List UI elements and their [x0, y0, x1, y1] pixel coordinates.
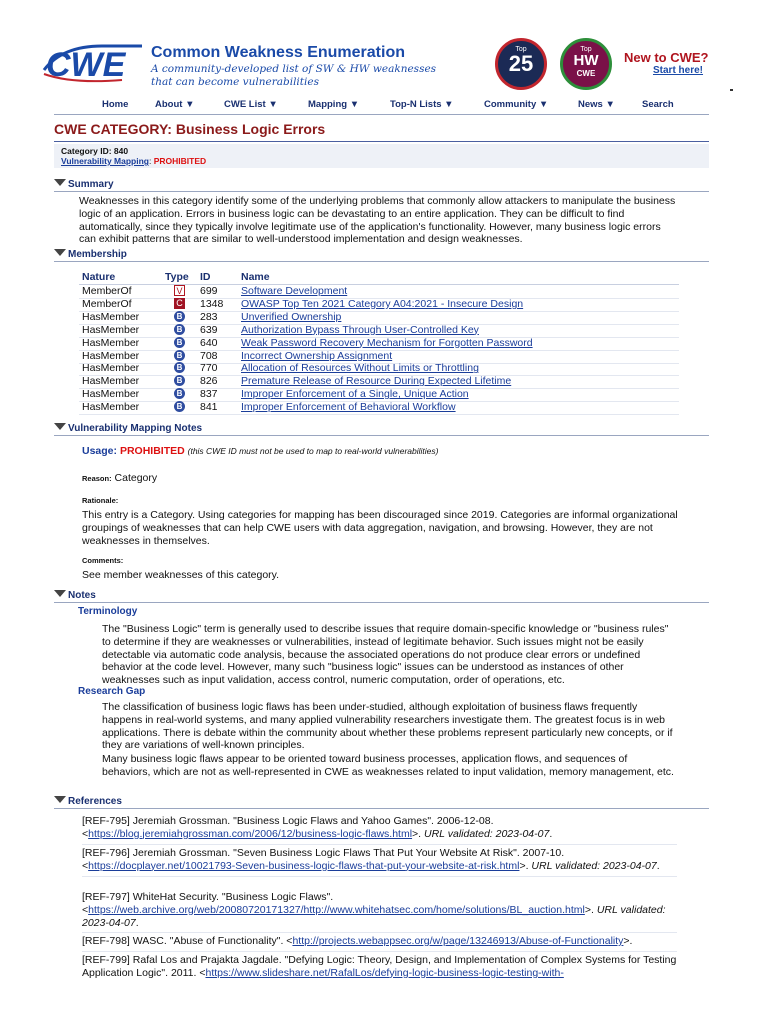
reference-item [82, 891, 677, 933]
vulnerability-mapping [61, 156, 206, 166]
row-nature: HasMember [82, 310, 140, 323]
row-nature: HasMember [82, 401, 140, 414]
top-hw-badge[interactable] [560, 38, 612, 90]
row-name-link[interactable]: Allocation of Resources Without Limits or Throttling [241, 362, 479, 375]
summary-heading: Summary [68, 179, 114, 190]
reference-link[interactable]: http://projects.webappsec.org/w/page/13246913/Abuse-of-Functionality [292, 935, 624, 947]
row-name-link[interactable]: Unverified Ownership [241, 310, 342, 323]
mapping-notes-heading: Vulnerability Mapping Notes [68, 423, 203, 434]
rationale-label: Rationale: [82, 496, 119, 505]
nav-divider [54, 114, 709, 115]
row-id: 826 [200, 375, 218, 388]
view-type-icon: V [174, 285, 185, 296]
col-nature: Nature [82, 271, 116, 283]
row-id: 708 [200, 349, 218, 362]
comments-text: See member weaknesses of this category. [82, 569, 280, 581]
hw-badge-sub: CWE [576, 69, 596, 78]
row-nature: MemberOf [82, 285, 132, 297]
reference-link[interactable]: https://web.archive.org/web/20080720171327/http://www.whitehatsec.com/home/solutions/BL_auction.html [88, 903, 585, 916]
row-name-link[interactable]: Improper Enforcement of a Single, Unique Action [241, 388, 469, 401]
reference-link[interactable]: https://blog.jeremiahgrossman.com/2006/12/business-logic-flaws.html [88, 827, 413, 840]
nav-search[interactable]: Search [642, 99, 674, 110]
col-type: Type [165, 271, 189, 283]
reason-value: Category [114, 472, 158, 484]
reference-text: . [656, 859, 660, 872]
reason-line [82, 472, 157, 484]
table-row [79, 285, 679, 299]
reference-text: [REF-799] Rafal Los and Prajakta Jagdale. "Defying Logic: Theory, Design, and Implementation of Complex Systems for Testing Application Logic". 2011. < [82, 954, 677, 979]
reference-item [82, 847, 677, 877]
nav-mapping[interactable]: Mapping ▼ [308, 99, 360, 110]
table-row [79, 401, 679, 415]
nav-news[interactable]: News ▼ [578, 99, 615, 110]
reference-text: [REF-795] Jeremiah Grossman. "Business Logic Flaws and Yahoo Games". 2006-12-08. < [82, 815, 494, 840]
reference-text: >. [623, 935, 633, 947]
nav-home[interactable]: Home [102, 99, 129, 110]
row-nature: HasMember [82, 323, 140, 336]
collapse-triangle-icon [54, 423, 66, 430]
usage-value: PROHIBITED [119, 445, 185, 457]
page-title: CWE CATEGORY: Business Logic Errors [54, 121, 326, 137]
main-nav [100, 98, 685, 112]
usage-line [82, 445, 438, 457]
research-gap-text-2: Many business logic flaws appear to be oriented toward business processes, application flows, and sequences of behaviors, which are not as well-represented in CWE as weaknesses related to input validation, memory management, etc. [102, 753, 674, 778]
vulnerability-mapping-link[interactable]: Vulnerability Mapping [61, 156, 149, 166]
base-type-icon: B [174, 324, 185, 335]
table-row [79, 298, 679, 312]
row-name-link[interactable]: Incorrect Ownership Assignment [241, 349, 393, 362]
row-name-link[interactable]: Improper Enforcement of Behavioral Workflow [241, 401, 456, 414]
new-to-cwe-label: New to CWE? [624, 50, 709, 65]
base-type-icon: B [174, 337, 185, 348]
summary-text: Weaknesses in this category identify some of the underlying problems that commonly allow attackers to manipulate the business logic of an application. Errors in business logic can be devastating to an entire application. They can be difficult to find automatically, since they typically involve legitimate use of the application's functionality. However, many business logic errors can exhibit patterns that are similar to well-understood implementation and design weaknesses. [79, 195, 676, 246]
reference-text: >. [519, 859, 532, 872]
summary-section-toggle[interactable] [54, 179, 709, 192]
nav-cwe-list[interactable]: CWE List ▼ [224, 99, 278, 110]
category-id: Category ID: 840 [61, 146, 129, 156]
membership-heading: Membership [68, 249, 127, 260]
base-type-icon: B [174, 401, 185, 412]
reference-item [82, 815, 677, 845]
row-nature: HasMember [82, 362, 140, 375]
hw-badge-small: Top [580, 46, 592, 53]
row-nature: HasMember [82, 336, 140, 349]
nav-top-n-lists[interactable]: Top-N Lists ▼ [390, 99, 454, 110]
reference-text: [REF-797] WhiteHat Security. "Business Logic Flaws". < [82, 891, 334, 916]
rationale-text: This entry is a Category. Using categories for mapping has been discouraged since 2019. Categories are informal organizational groupings of weaknesses that can help CWE users with data aggregation, navigation, and browsing. However, they are not weaknesses in themselves. [82, 509, 678, 547]
start-here-link[interactable]: Start here! [653, 65, 704, 76]
collapse-triangle-icon [54, 179, 66, 186]
vulnerability-mapping-separator: : [149, 156, 154, 166]
membership-header-row [79, 271, 679, 285]
terminology-heading: Terminology [78, 606, 138, 617]
site-title[interactable]: Common Weakness Enumeration [151, 44, 405, 61]
table-row [79, 388, 679, 402]
mapping-notes-section-toggle[interactable] [54, 423, 709, 436]
title-divider [54, 141, 709, 142]
comments-label: Comments: [82, 556, 124, 565]
row-name-link[interactable]: Premature Release of Resource During Expected Lifetime [241, 375, 512, 388]
category-type-icon: C [174, 298, 185, 309]
reference-validated: URL validated: 2023-04-07 [82, 903, 666, 929]
row-nature: HasMember [82, 375, 140, 388]
reason-label: Reason: [82, 474, 112, 483]
nav-community[interactable]: Community ▼ [484, 99, 549, 110]
base-type-icon: B [174, 375, 185, 386]
row-name-link[interactable]: Authorization Bypass Through User-Controlled Key [241, 323, 479, 336]
row-id: 837 [200, 388, 218, 401]
row-id: 640 [200, 336, 218, 349]
row-id: 639 [200, 323, 218, 336]
hw-badge-text: HW [573, 52, 599, 69]
reference-text: [REF-798] WASC. "Abuse of Functionality". < [82, 935, 293, 947]
table-row [79, 362, 679, 376]
reference-text: . [135, 916, 139, 929]
site-subtitle: A community-developed list of SW & HW weaknesses that can become vulnerabilities [151, 63, 437, 88]
row-id: 283 [200, 310, 218, 323]
row-name-link[interactable]: OWASP Top Ten 2021 Category A04:2021 - Insecure Design [241, 297, 524, 310]
notes-heading: Notes [68, 590, 96, 601]
row-name-link[interactable]: Weak Password Recovery Mechanism for Forgotten Password [241, 336, 533, 349]
row-id: 1348 [200, 297, 224, 310]
reference-text: >. [584, 903, 597, 916]
table-row [79, 337, 679, 351]
reference-item [82, 954, 677, 983]
table-row [79, 375, 679, 389]
usage-label: Usage: [82, 445, 118, 457]
base-type-icon: B [174, 311, 185, 322]
terminology-text: The "Business Logic" term is generally used to describe issues that require domain-specific knowledge or "business rules" to determine if they are weaknesses or vulnerabilities, instead of legitimate behavior. Such issues might not be easily detectable via automatic code analysis, because the associated operations do not produce clear errors or undefined behavior at the code level. However, many such "business logic" issues can be understood as instances of other weaknesses such as input validation, access control, numeric computation, order of operations, etc. [102, 623, 669, 687]
row-nature: MemberOf [82, 297, 132, 310]
logo-text: CWE [46, 46, 126, 84]
table-row [79, 324, 679, 338]
notes-section-toggle[interactable] [54, 590, 709, 603]
references-heading: References [68, 796, 122, 807]
col-id: ID [200, 271, 211, 283]
usage-note: (this CWE ID must not be used to map to real-world vulnerabilities) [187, 446, 439, 456]
reference-validated: URL validated: 2023-04-07 [424, 827, 550, 840]
row-id: 841 [200, 401, 218, 414]
base-type-icon: B [174, 350, 185, 361]
row-name-link[interactable]: Software Development [241, 285, 348, 297]
reference-validated: URL validated: 2023-04-07 [531, 859, 657, 872]
base-type-icon: B [174, 388, 185, 399]
collapse-triangle-icon [54, 590, 66, 597]
top25-badge-small: Top [515, 46, 527, 53]
membership-section-toggle[interactable] [54, 249, 709, 262]
row-nature: HasMember [82, 349, 140, 362]
cwe-logo[interactable] [42, 40, 144, 86]
vulnerability-mapping-value: PROHIBITED [153, 156, 207, 166]
base-type-icon: B [174, 362, 185, 373]
row-id: 699 [200, 285, 218, 297]
row-nature: HasMember [82, 388, 140, 401]
top25-badge[interactable] [495, 38, 547, 90]
header-divider [730, 89, 733, 91]
reference-item [82, 935, 677, 952]
table-row [79, 350, 679, 364]
references-section-toggle[interactable] [54, 796, 709, 809]
top25-badge-number: 25 [508, 51, 534, 76]
row-id: 770 [200, 362, 218, 375]
reference-link[interactable]: https://docplayer.net/10021793-Seven-business-logic-flaws-that-put-your-website-at-risk.html [88, 859, 520, 872]
reference-text: [REF-796] Jeremiah Grossman. "Seven Business Logic Flaws That Put Your Website At Risk". 2007-10. < [82, 847, 565, 872]
table-row [79, 311, 679, 325]
research-gap-heading: Research Gap [78, 686, 146, 697]
research-gap-text-1: The classification of business logic flaws has been under-studied, although exploitation of business flaws frequently happens in real-world systems, and many applied vulnerability researchers investigate them. The greatest focus is in web applications. There is debate within the community about whether these problems represent particularly new concepts, or if they are variations of well-known principles. [102, 701, 673, 752]
reference-text: . [549, 827, 553, 840]
col-name: Name [241, 271, 270, 283]
collapse-triangle-icon [54, 249, 66, 256]
reference-text: >. [412, 827, 425, 840]
reference-link[interactable]: https://www.slideshare.net/RafalLos/defying-logic-business-logic-testing-with- [205, 966, 564, 979]
nav-about[interactable]: About ▼ [155, 99, 195, 110]
collapse-triangle-icon [54, 796, 66, 803]
